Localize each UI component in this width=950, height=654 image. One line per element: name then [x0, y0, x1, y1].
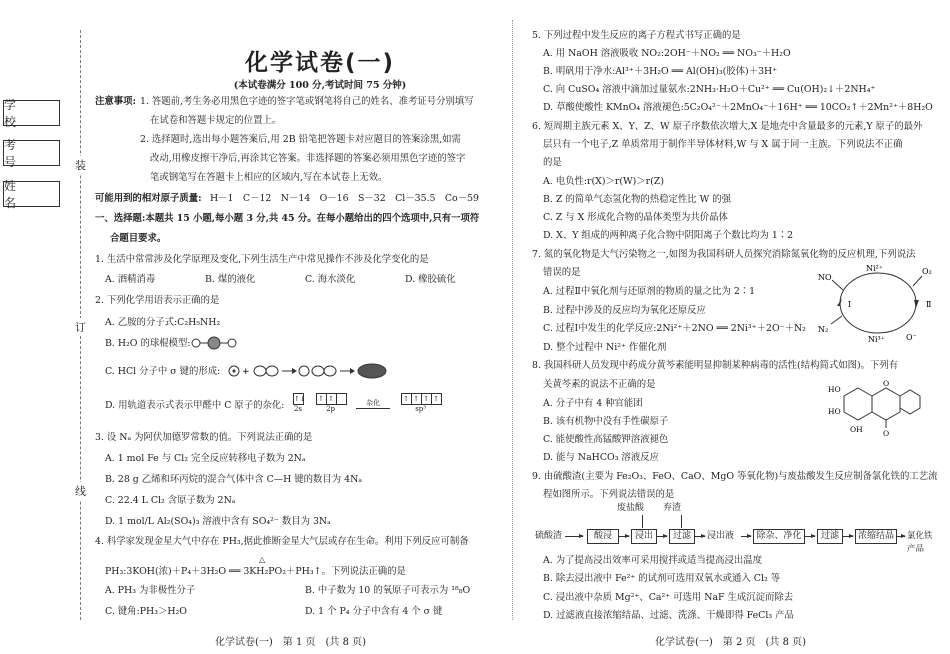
ho-label-2: HO [828, 407, 841, 416]
baicalein-structure-diagram [828, 376, 928, 436]
q3-option-b: B. 28 g 乙烯和环丙烷的混合气体中含 C—H 键的数目为 4Nₐ [105, 474, 362, 485]
orbital-box: ↑ [316, 393, 327, 405]
notes-line-2: 在试卷和答题卡规定的位置上。 [150, 115, 282, 126]
flow-arrow-up [681, 515, 682, 528]
orbital-box: ↑ [326, 393, 337, 405]
q4-stem-2: PH₃:3KOH(浓)＋P₄＋3H₂O ══ 3KH₂PO₂＋PH₃↑。下列说法正确的是 [105, 566, 406, 577]
orbital-sp3-label: sp³ [415, 405, 427, 413]
hybridization-arrow [356, 398, 390, 409]
q8-option-c: C. 能使酸性高锰酸钾溶液褪色 [543, 434, 669, 445]
flow-arrow [843, 536, 853, 537]
orbital-box: ↑↓ [294, 395, 306, 403]
notes-line-4: 改动,用橡皮擦干净后,再涂其它答案。非选择题的答案必须用黑色字迹的签字 [150, 153, 466, 164]
q2-option-a: A. 乙胺的分子式:C₂H₅NH₂ [105, 317, 221, 328]
binding-char-zhuang: 装 [75, 156, 86, 174]
flow-step-acid-leach: 酸浸 [587, 529, 619, 544]
orbital-2s-group [293, 393, 306, 413]
page-footer-2: 化学试卷(一) 第 2 页 (共 8 页) [655, 637, 807, 648]
q9-option-c: C. 浸出液中杂质 Mg²⁺、Ca²⁺ 可选用 NaF 生成沉淀而除去 [543, 592, 794, 603]
q3-option-c: C. 22.4 L Cl₂ 含原子数为 2Nₐ [105, 495, 236, 506]
q4-option-c: C. 键角:PH₃＞H₂O [105, 606, 187, 617]
flow-arrow [897, 536, 905, 537]
q2-option-d: D. 用轨道表示式表示甲醛中 C 原子的杂化: [105, 400, 285, 411]
orbital-2s-label: 2s [293, 405, 303, 413]
q1-option-c: C. 海水淡化 [305, 274, 356, 285]
q5-stem: 5. 下列过程中发生反应的离子方程式书写正确的是 [532, 30, 741, 41]
section-heading-cont: 合题目要求。 [110, 233, 167, 244]
binding-char-ding: 订 [75, 318, 86, 336]
q7-option-a: A. 过程Ⅱ中氧化剂与还原剂的物质的量之比为 2∶1 [543, 286, 756, 297]
page-footer-1: 化学试卷(一) 第 1 页 (共 8 页) [215, 637, 367, 648]
q6-option-c: C. Z 与 X 形成化合物的晶体类型为共价晶体 [543, 212, 728, 223]
flow-arrow [741, 536, 751, 537]
step-2-label: Ⅱ [926, 300, 932, 309]
flow-waste-acid: 废盐酸 [617, 503, 645, 513]
flow-arrow [565, 536, 583, 537]
q9-stem-1: 9. 由硫酸渣(主要为 Fe₂O₃、FeO、CaO、MgO 等氧化物)与废盐酸发生反应制备氯化铁的工艺流 [532, 471, 938, 482]
q1-stem: 1. 生活中常常涉及化学原理及变化,下列生活生产中常见操作不涉及化学变化的是 [95, 254, 429, 265]
flow-leachate: 浸出液 [707, 531, 735, 541]
keto-oxygen-label: O [883, 429, 890, 436]
q9-option-b: B. 除去浸出液中 Fe²⁺ 的试剂可选用双氧水或通入 Cl₂ 等 [543, 573, 781, 584]
arrow-line [356, 408, 390, 409]
exam-subtitle: (本试卷满分 100 分,考试时间 75 分钟) [233, 80, 407, 91]
q6-stem-1: 6. 短周期主族元素 X、Y、Z、W 原子序数依次增大,X 是地壳中含量最多的元素,Y 原子的最外 [532, 121, 923, 132]
o2-label: O₂ [922, 267, 932, 276]
hybridization-label: 杂化 [366, 398, 381, 407]
q7-stem-2: 错误的是 [543, 267, 581, 278]
hybridization-diagram [293, 393, 441, 413]
atomic-mass-values: H－1 C－12 N－14 O－16 S－32 Cl－35.5 Co－59 [210, 193, 480, 204]
svg-text:+: + [242, 367, 250, 377]
orbital-box: ↑ [411, 393, 422, 405]
flow-end: 氯化铁产品 [907, 531, 933, 554]
sigma-bond-orbital-figure [228, 358, 388, 384]
q6-stem-2: 层只有一个电子,Z 单质常用于制作半导体材料,W 与 X 属于同一主族。下列说法不正确 [543, 139, 903, 150]
n2-label: N₂ [818, 325, 829, 334]
q5-option-c: C. 向 CuSO₄ 溶液中滴加过量氨水:2NH₃·H₂O＋Cu²⁺ ══ Cu(OH)₂↓＋2NH₄⁺ [543, 84, 876, 95]
q6-option-a: A. 电负性:r(X)＞r(W)＞r(Z) [543, 176, 664, 187]
binding-strip [0, 0, 90, 654]
page-divider [512, 20, 513, 620]
ho-label-1: HO [828, 385, 841, 394]
q5-option-a: A. 用 NaOH 溶液吸收 NO₂:2OH⁻＋NO₂ ══ NO₃⁻＋H₂O [543, 48, 791, 59]
no-label: NO [818, 273, 832, 282]
flow-arrow [619, 536, 629, 537]
flow-step-leach: 浸出 [631, 529, 657, 544]
q3-option-d: D. 1 mol/L Al₂(SO₄)₃ 溶液中含有 SO₄²⁻ 数目为 3Nₐ [105, 516, 331, 527]
q4-option-b: B. 中子数为 10 的氧原子可表示为 ¹⁸₈O [305, 585, 471, 596]
flow-start: 硫酸渣 [535, 531, 563, 541]
q2-stem: 2. 下列化学用语表示正确的是 [95, 295, 220, 306]
flow-arrow [805, 536, 815, 537]
q8-stem-2: 关黄芩素的说法不正确的是 [543, 379, 656, 390]
q5-option-b: B. 明矾用于净水:Al³⁺＋3H₂O ══ Al(OH)₃(胶体)＋3H⁺ [543, 66, 778, 77]
process-flow-diagram [535, 502, 935, 554]
q9-stem-2: 程如图所示。下列说法错误的是 [543, 489, 675, 500]
step-1-label: Ⅰ [848, 300, 852, 309]
q7-option-c: C. 过程Ⅰ中发生的化学反应:2Ni²⁺＋2NO ══ 2Ni³⁺＋2O⁻＋N₂ [543, 323, 806, 334]
q1-option-b: B. 煤的液化 [205, 274, 256, 285]
notes-label: 注意事项: [95, 96, 136, 107]
q3-option-a: A. 1 mol Fe 与 Cl₂ 完全反应转移电子数为 2Nₐ [105, 453, 306, 464]
water-ball-stick-model [190, 335, 240, 351]
notes-line-1: 1. 答题前,考生务必用黑色字迹的签字笔或钢笔将自己的姓名、准考证号分别填写 [140, 96, 474, 107]
flow-step-purify: 除杂、净化 [753, 529, 805, 544]
orbital-2p-label: 2p [326, 405, 336, 413]
ni3-label: Ni³⁺ [868, 335, 885, 344]
q4-option-d: D. 1 个 P₄ 分子中含有 4 个 σ 键 [305, 606, 443, 617]
school-box: 学 校 [3, 100, 60, 126]
ring-oxygen-label: O [883, 379, 890, 388]
exam-number-box: 考 号 [3, 140, 60, 166]
ominus-label: O⁻ [906, 333, 917, 342]
flow-step-filter-2: 过滤 [817, 529, 843, 544]
q8-option-d: D. 能与 NaHCO₃ 溶液反应 [543, 452, 659, 463]
flow-step-crystallize: 浓缩结晶 [855, 529, 897, 544]
q4-heat-condition: △ [259, 555, 266, 564]
q9-option-d: D. 过滤液直接浓缩结晶、过滤、洗涤、干燥即得 FeCl₃ 产品 [543, 610, 794, 621]
q1-option-d: D. 橡胶硫化 [405, 274, 456, 285]
q7-stem-1: 7. 氮的氧化物是大气污染物之一,如图为我国科研人员探究消除氮氧化物的反应机理,下列说法 [532, 249, 916, 260]
exam-title: 化学试卷(一) [244, 50, 396, 76]
notes-line-5: 笔或钢笔写在答题卡上相应的区域内,写在本试卷上无效。 [150, 172, 388, 183]
q4-stem-1: 4. 科学家发现金星大气中存在 PH₃,据此推断金星大气层或存在生命。利用下列反应可制备 [95, 536, 469, 547]
q2-option-c: C. HCl 分子中 σ 键的形成: [105, 366, 221, 377]
binding-char-xian: 线 [75, 482, 86, 500]
q5-option-d: D. 草酸使酸性 KMnO₄ 溶液褪色:5C₂O₄²⁻＋2MnO₄⁻＋16H⁺ ══ 10CO₂↑＋2Mn²⁺＋8H₂O [543, 102, 933, 113]
q7-option-d: D. 整个过程中 Ni²⁺ 作催化剂 [543, 342, 667, 353]
orbital-box: ↑ [401, 393, 412, 405]
orbital-box [336, 393, 347, 405]
orbital-box: ↑ [431, 393, 442, 405]
q9-option-a: A. 为了提高浸出效率可采用搅拌或适当提高浸出温度 [543, 555, 762, 566]
ni2-label: Ni²⁺ [866, 264, 883, 273]
orbital-box: ↑ [421, 393, 432, 405]
section-heading: 一、选择题:本题共 15 小题,每小题 3 分,共 45 分。在每小题给出的四个选项中,只有一项符 [95, 213, 480, 224]
oh-label: OH [850, 425, 863, 434]
q1-option-a: A. 酒精消毒 [105, 274, 156, 285]
flow-arrow-down [642, 515, 643, 528]
q6-option-d: D. X、Y 组成的两种离子化合物中阴阳离子个数比均为 1∶2 [543, 230, 794, 241]
q8-option-a: A. 分子中有 4 种官能团 [543, 398, 643, 409]
q8-stem-1: 8. 我国科研人员发现中药成分黄芩素能明显抑制某种病毒的活性(结构简式如图)。下列有 [532, 360, 899, 371]
atomic-mass-label: 可能用到的相对原子质量: [95, 193, 202, 204]
flow-slag: 弃渣 [663, 503, 682, 513]
q2-option-b: B. H₂O 的球棍模型: [105, 338, 191, 349]
q4-option-a: A. PH₃ 为非极性分子 [105, 585, 196, 596]
q7-option-b: B. 过程中涉及的反应均为氧化还原反应 [543, 305, 706, 316]
nickel-catalytic-cycle-diagram [818, 262, 936, 344]
orbital-2p-group [316, 393, 346, 413]
q6-option-b: B. Z 的简单气态氢化物的热稳定性比 W 的强 [543, 194, 731, 205]
flow-arrow [695, 536, 705, 537]
q6-stem-3: 的是 [543, 157, 562, 168]
name-box: 姓 名 [3, 181, 60, 207]
q8-option-b: B. 该有机物中没有手性碳原子 [543, 416, 669, 427]
notes-line-3: 2. 选择题时,选出每小题答案后,用 2B 铅笔把答题卡对应题目的答案涂黑,如需 [140, 134, 461, 145]
orbital-sp3-group [401, 393, 441, 413]
flow-step-filter-1: 过滤 [669, 529, 695, 544]
flow-arrow [657, 536, 667, 537]
q3-stem: 3. 设 Nₐ 为阿伏加德罗常数的值。下列说法正确的是 [95, 432, 313, 443]
